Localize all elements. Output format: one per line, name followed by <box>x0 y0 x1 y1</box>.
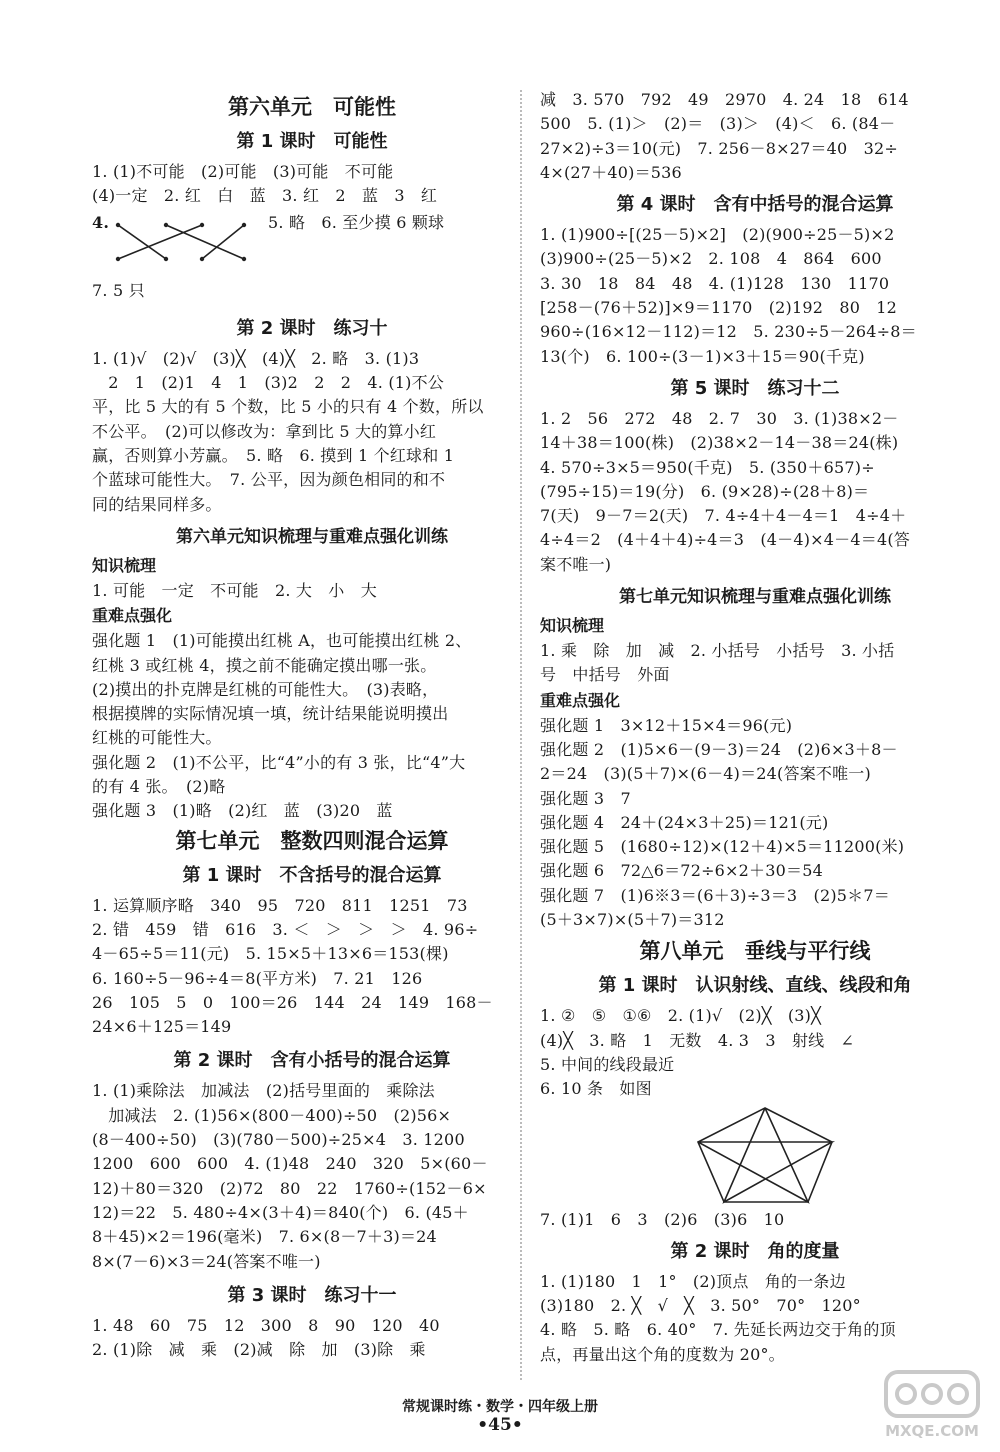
text-line: 3. 30 18 84 48 4. (1)128 130 1170 <box>540 273 890 293</box>
text-line: 4. 略 5. 略 6. 40° 7. 先延长两边交于角的顶 <box>540 1320 896 1340</box>
text-line: (3)900÷(25－5)×2 2. 108 4 864 600 <box>540 249 882 269</box>
text-line: 7(天) 9－7＝2(天) 7. 4÷4＋4－4＝1 4÷4＋ <box>540 506 907 526</box>
text-line: (3)180 2. ╳ √ ╳ 3. 50° 70° 120° <box>540 1296 861 1316</box>
text-line: 1. ② ⑤ ①⑥ 2. (1)√ (2)╳ (3)╳ <box>540 1006 821 1026</box>
pentagon-star-figure <box>540 1102 970 1208</box>
text-line: 平，比 5 大的有 5 个数，比 5 小的只有 4 个数，所以 <box>92 397 484 417</box>
text-line: 960÷(16×12－112)＝12 5. 230÷5－264÷8＝ <box>540 322 917 342</box>
text-line: (5＋3×7)×(5＋7)＝312 <box>540 910 725 930</box>
matching-lines-diagram <box>110 219 260 265</box>
text-line: 2. (1)除 减 乘 (2)减 除 加 (3)除 乘 <box>92 1340 426 1360</box>
unit8-title: 第八单元 垂线与平行线 <box>639 939 871 964</box>
text-line: 加减法 2. (1)56×(800－400)÷50 (2)56× <box>92 1105 452 1125</box>
text-line: 4×(27＋40)＝536 <box>540 162 682 182</box>
footer-book-title: 常规课时练・数学・四年级上册 <box>402 1399 598 1415</box>
text-line: 1. (1)乘除法 加减法 (2)括号里面的 乘除法 <box>92 1081 435 1101</box>
text-line: 强化题 2 (1)不公平，比“4”小的有 3 张，比“4”大 <box>92 752 466 772</box>
text-line: 不公平。 (2)可以修改为：拿到比 5 大的算小红 <box>92 421 437 441</box>
unit6-review-title: 第六单元知识梳理与重难点强化训练 <box>176 526 448 547</box>
unit6-title: 第六单元 可能性 <box>228 95 396 119</box>
text-line: 1. 2 56 272 48 2. 7 30 3. (1)38×2－ <box>540 408 899 428</box>
page-number: •45• <box>477 1415 523 1435</box>
text-line: (4)╳ 3. 略 1 无数 4. 3 3 射线 ∠ <box>540 1030 855 1050</box>
text-line: 强化题 2 (1)5×6－(9－3)＝24 (2)6×3＋8－ <box>540 739 898 759</box>
text-line: 案不唯一) <box>540 554 612 574</box>
text-line: 13(个) 6. 100÷(3－1)×3＋15＝90(千克) <box>540 346 865 366</box>
text-line: 减 3. 570 792 49 2970 4. 24 18 614 <box>540 90 909 109</box>
text-line: 号 中括号 外面 <box>540 665 670 685</box>
text-line: (2)摸出的扑克牌是红桃的可能性大。 (3)表略， <box>92 679 439 699</box>
watermark-url: MXQE.COM <box>885 1422 979 1440</box>
unit7-lesson2-title: 第 2 课时 含有小括号的混合运算 <box>173 1050 451 1072</box>
text-line: 红桃的可能性大。 <box>92 728 222 748</box>
text-line: 赢，否则算小芳赢。 5. 略 6. 摸到 1 个红球和 1 <box>92 446 455 466</box>
text-line: 26 105 5 0 100＝26 144 24 149 168－ <box>92 992 493 1012</box>
text-line: 强化题 4 24＋(24×3＋25)＝121(元) <box>540 812 829 832</box>
text-line: 7. (1)1 6 3 (2)6 (3)6 10 <box>540 1209 785 1229</box>
text-line: 8×(7－6)×3＝24(答案不唯一) <box>92 1251 321 1271</box>
unit6-lesson1-title: 第 1 课时 可能性 <box>236 131 388 152</box>
text-line: 1. 乘 除 加 减 2. 小括号 小括号 3. 小括 <box>540 641 895 661</box>
text-line: 14＋38＝100(株) (2)38×2－14－38＝24(株) <box>540 433 899 453</box>
left-column <box>92 88 532 1362</box>
matching-figure <box>92 209 532 265</box>
text-line: 1. (1)900÷[(25－5)×2] (2)(900÷25－5)×2 <box>540 225 895 245</box>
unit6-lesson2-title: 第 2 课时 练习十 <box>236 317 388 339</box>
knowledge-label: 知识梳理 <box>540 616 605 636</box>
text-line: 1. (1)180 1 1° (2)顶点 角的一条边 <box>540 1271 846 1291</box>
text-line: 强化题 3 7 <box>540 788 631 808</box>
watermark-logo <box>882 1368 982 1444</box>
unit7-review-title: 第七单元知识梳理与重难点强化训练 <box>619 587 891 608</box>
unit7-lesson1-title: 第 1 课时 不含括号的混合运算 <box>182 864 442 886</box>
key-points-label: 重难点强化 <box>92 606 173 626</box>
text-line: 6. 10 条 如图 <box>540 1079 652 1099</box>
text-line: 12)＋80＝320 (2)72 80 22 1760÷(152－6× <box>92 1178 487 1198</box>
unit7-lesson3-title: 第 3 课时 练习十一 <box>227 1284 397 1306</box>
text-line: 红桃 3 或红桃 4，摸之前不能确定摸出哪一张。 <box>92 655 437 675</box>
pentagon-star-diagram <box>690 1104 840 1206</box>
text-line: 1. 48 60 75 12 300 8 90 120 40 <box>92 1315 440 1335</box>
text-line: 5. 中间的线段最近 <box>540 1054 675 1074</box>
text-line: 同的结果同样多。 <box>92 494 222 514</box>
knowledge-label: 知识梳理 <box>92 555 157 575</box>
right-column <box>540 88 970 1367</box>
text-line: 2. 错 459 错 616 3. ＜ ＞ ＞ ＞ 4. 96÷ <box>92 919 479 939</box>
text-line: 1. (1)√ (2)√ (3)╳ (4)╳ 2. 略 3. (1)3 <box>92 348 420 368</box>
text-line: 1. 可能 一定 不可能 2. 大 小 大 <box>92 580 377 600</box>
text-line: 7. 5 只 <box>92 280 145 300</box>
text-line: 4÷4＝2 (4＋4＋4)÷4＝3 (4－4)×4－4＝4(答 <box>540 530 910 550</box>
unit7-lesson5-title: 第 5 课时 练习十二 <box>670 377 840 399</box>
text-line: 2＝24 (3)(5＋7)×(6－4)＝24(答案不唯一) <box>540 764 871 784</box>
text-line: 强化题 1 (1)可能摸出红桃 A，也可能摸出红桃 2、 <box>92 631 472 651</box>
q5-q6-answers: 5. 略 6. 至少摸 6 颗球 <box>268 212 445 232</box>
text-line: 1. (1)不可能 (2)可能 (3)可能 不可能 <box>92 162 394 181</box>
text-line: [258－(76＋52)]×9＝1170 (2)192 80 12 <box>540 298 898 318</box>
text-line: 强化题 7 (1)6※3＝(6＋3)÷3＝3 (2)5＊7＝ <box>540 885 890 905</box>
text-line: 24×6＋125＝149 <box>92 1017 232 1037</box>
text-line: 强化题 3 (1)略 (2)红 蓝 (3)20 蓝 <box>92 801 393 821</box>
text-line: 27×2)÷3＝10(元) 7. 256－8×27＝40 32÷ <box>540 138 898 158</box>
text-line: (8－400÷50) (3)(780－500)÷25×4 3. 1200 <box>92 1130 465 1150</box>
text-line: 500 5. (1)＞ (2)＝ (3)＞ (4)＜ 6. (84－ <box>540 114 896 134</box>
text-line: 1200 600 600 4. (1)48 240 320 5×(60－ <box>92 1154 488 1174</box>
text-line: 4. 570÷3×5＝950(千克) 5. (350＋657)÷ <box>540 457 875 477</box>
text-line: 6. 160÷5－96÷4＝8(平方米) 7. 21 126 <box>92 968 423 988</box>
text-line: 点，再量出这个角的度数为 20°。 <box>540 1344 785 1364</box>
text-line: 2 1 (2)1 4 1 (3)2 2 2 4. (1)不公 <box>92 373 444 393</box>
unit8-lesson1-title: 第 1 课时 认识射线、直线、线段和角 <box>598 975 912 997</box>
unit7-title: 第七单元 整数四则混合运算 <box>175 828 449 853</box>
key-points-label: 重难点强化 <box>540 690 621 710</box>
text-line: 的有 4 张。 (2)略 <box>92 777 226 797</box>
unit7-lesson4-title: 第 4 课时 含有中括号的混合运算 <box>616 194 894 216</box>
unit8-lesson2-title: 第 2 课时 角的度量 <box>670 1240 840 1262</box>
text-line: 个蓝球可能性大。 7. 公平，因为颜色相同的和不 <box>92 470 446 490</box>
text-line: (4)一定 2. 红 白 蓝 3. 红 2 蓝 3 红 <box>92 186 438 206</box>
text-line: 强化题 6 72△6＝72÷6×2＋30＝54 <box>540 861 823 881</box>
text-line: 根据摸牌的实际情况填一填，统计结果能说明摸出 <box>92 704 449 724</box>
text-line: 12)＝22 5. 480÷4×(3＋4)＝840(个) 6. (45＋ <box>92 1202 469 1222</box>
q4-label: 4. <box>92 212 110 232</box>
text-line: (795÷15)＝19(分) 6. (9×28)÷(28＋8)＝ <box>540 481 870 501</box>
text-line: 强化题 5 (1680÷12)×(12＋4)×5＝11200(米) <box>540 837 905 857</box>
text-line: 强化题 1 3×12＋15×4＝96(元) <box>540 715 793 735</box>
text-line: 8＋45)×2＝196(毫米) 7. 6×(8－7＋3)＝24 <box>92 1227 437 1247</box>
text-line: 1. 运算顺序略 340 95 720 811 1251 73 <box>92 895 468 915</box>
text-line: 4－65÷5＝11(元) 5. 15×5＋13×6＝153(棵) <box>92 944 449 964</box>
